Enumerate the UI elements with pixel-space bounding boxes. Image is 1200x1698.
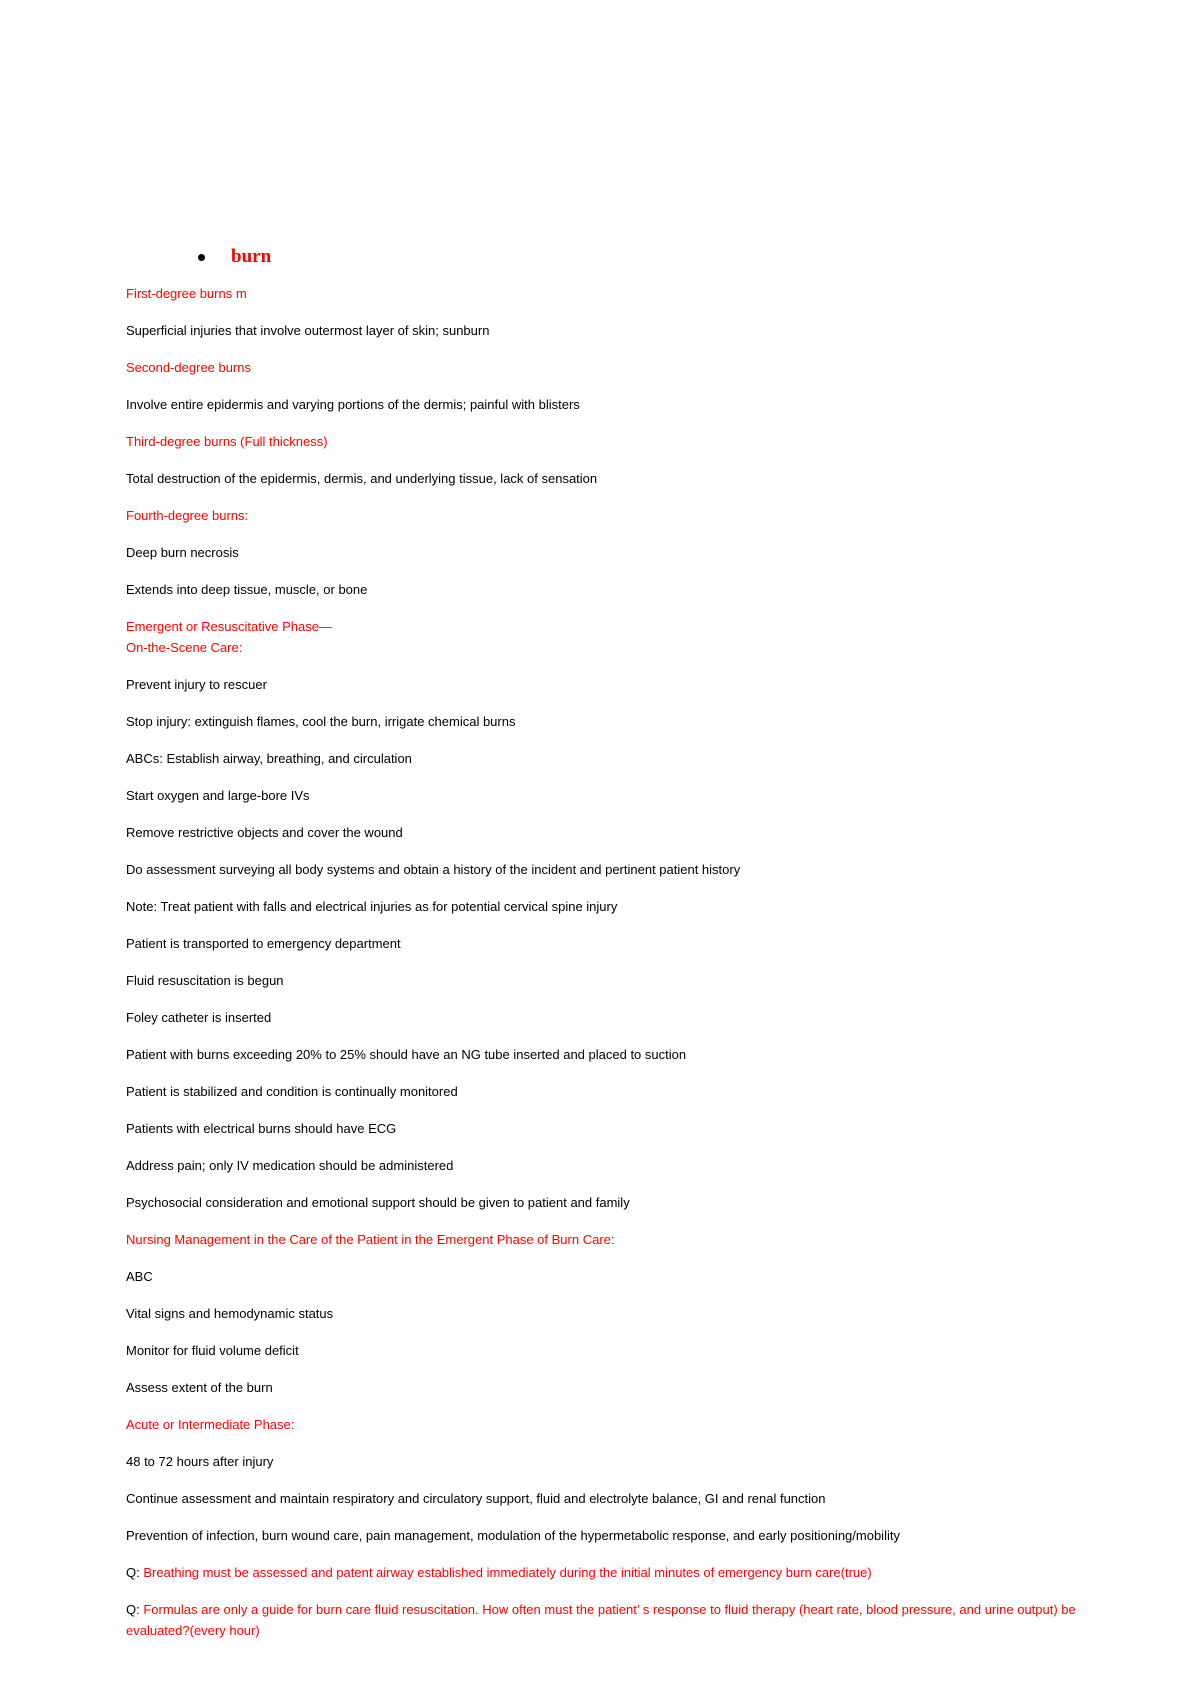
paragraph-text: Deep burn necrosis bbox=[126, 545, 239, 560]
paragraph-text: 48 to 72 hours after injury bbox=[126, 1454, 274, 1469]
question-prefix: Q: bbox=[126, 1565, 144, 1580]
paragraph-text: Remove restrictive objects and cover the wound bbox=[126, 825, 403, 840]
paragraph-text: Vital signs and hemodynamic status bbox=[126, 1306, 334, 1321]
question-list bbox=[126, 1562, 1126, 1641]
paragraph-text: Patients with electrical burns should have ECG bbox=[126, 1121, 397, 1136]
document-body bbox=[126, 245, 1126, 1657]
paragraph-text: ABCs: Establish airway, breathing, and circulation bbox=[126, 751, 412, 766]
paragraph-text: Monitor for fluid volume deficit bbox=[126, 1343, 299, 1358]
paragraph-text: Patient is stabilized and condition is continually monitored bbox=[126, 1084, 458, 1099]
section-heading: Third-degree burns (Full thickness) bbox=[126, 434, 328, 449]
paragraph-text: Patient with burns exceeding 20% to 25% should have an NG tube inserted and placed to suction bbox=[126, 1047, 687, 1062]
paragraph-text: Assess extent of the burn bbox=[126, 1380, 273, 1395]
section-heading: Fourth-degree burns: bbox=[126, 508, 249, 523]
paragraph-text: Involve entire epidermis and varying portions of the dermis; painful with blisters bbox=[126, 397, 580, 412]
section-heading: First-degree burns m bbox=[126, 286, 247, 301]
question-line bbox=[126, 1562, 1126, 1583]
paragraph-text: Total destruction of the epidermis, dermis, and underlying tissue, lack of sensation bbox=[126, 471, 598, 486]
question-line bbox=[126, 1599, 1126, 1641]
paragraph-text: Stop injury: extinguish flames, cool the burn, irrigate chemical burns bbox=[126, 714, 516, 729]
paragraph-text: Address pain; only IV medication should be administered bbox=[126, 1158, 454, 1173]
question-text: Breathing must be assessed and patent airway established immediately during the initial minutes of emergency burn care(true) bbox=[143, 1565, 872, 1580]
paragraph-text: Extends into deep tissue, muscle, or bone bbox=[126, 582, 368, 597]
paragraph-text: Patient is transported to emergency department bbox=[126, 936, 401, 951]
section-heading: Emergent or Resuscitative Phase— On-the-Scene Care: bbox=[126, 619, 332, 655]
paragraph-text: Foley catheter is inserted bbox=[126, 1010, 272, 1025]
bullet-dot-icon bbox=[198, 254, 205, 261]
paragraph-text: Psychosocial consideration and emotional support should be given to patient and family bbox=[126, 1195, 630, 1210]
heading-text: burn bbox=[231, 246, 272, 267]
paragraph-text: ABC bbox=[126, 1269, 153, 1284]
paragraph-text: Superficial injuries that involve outermost layer of skin; sunburn bbox=[126, 323, 490, 338]
section-heading: Nursing Management in the Care of the Patient in the Emergent Phase of Burn Care: bbox=[126, 1232, 615, 1247]
paragraph-text: Prevention of infection, burn wound care, pain management, modulation of the hypermetabolic response, and early positioning/mobility bbox=[126, 1528, 900, 1543]
question-prefix: Q: bbox=[126, 1602, 144, 1617]
paragraph-list bbox=[126, 283, 1126, 1546]
section-heading: Second-degree burns bbox=[126, 360, 252, 375]
paragraph-text: Start oxygen and large-bore IVs bbox=[126, 788, 310, 803]
paragraph-text: Note: Treat patient with falls and electrical injuries as for potential cervical spine injury bbox=[126, 899, 618, 914]
paragraph-text: Continue assessment and maintain respiratory and circulatory support, fluid and electrolyte balance, GI and renal function bbox=[126, 1491, 826, 1506]
question-text: Formulas are only a guide for burn care fluid resuscitation. How often must the patient’ s response to fluid therapy (heart rate, blood pressure, and urine output) be evaluated?(every hour) bbox=[126, 1602, 1080, 1638]
paragraph-text: Fluid resuscitation is begun bbox=[126, 973, 284, 988]
paragraph-text: Prevent injury to rescuer bbox=[126, 677, 267, 692]
bullet-heading bbox=[198, 245, 1126, 275]
section-heading: Acute or Intermediate Phase: bbox=[126, 1417, 295, 1432]
paragraph-text: Do assessment surveying all body systems and obtain a history of the incident and pertinent patient history bbox=[126, 862, 741, 877]
